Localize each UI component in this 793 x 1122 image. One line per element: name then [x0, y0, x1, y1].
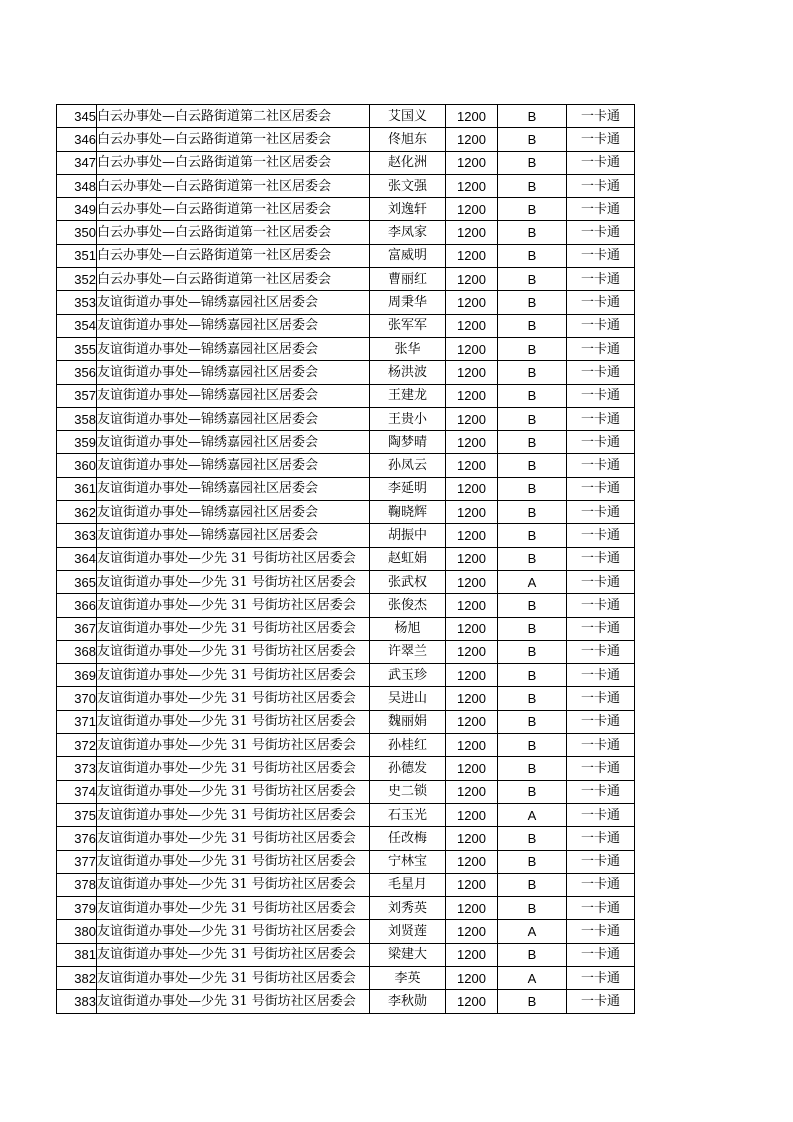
row-number-cell: 372: [57, 734, 97, 757]
amount-cell: 1200: [446, 780, 498, 803]
name-cell: 王建龙: [370, 384, 446, 407]
payment-method-cell: 一卡通: [567, 105, 635, 128]
grade-cell: B: [498, 151, 567, 174]
table-row: [57, 174, 635, 197]
name-cell: 赵虹娟: [370, 547, 446, 570]
table-row: [57, 966, 635, 989]
amount-cell: 1200: [446, 617, 498, 640]
table-row: [57, 291, 635, 314]
table-row: [57, 710, 635, 733]
amount-cell: 1200: [446, 384, 498, 407]
amount-cell: 1200: [446, 920, 498, 943]
payment-method-cell: 一卡通: [567, 966, 635, 989]
payment-method-cell: 一卡通: [567, 803, 635, 826]
unit-cell: 友谊街道办事处—锦绣嘉园社区居委会: [97, 477, 370, 500]
grade-cell: B: [498, 524, 567, 547]
amount-cell: 1200: [446, 547, 498, 570]
grade-cell: A: [498, 803, 567, 826]
amount-cell: 1200: [446, 105, 498, 128]
payment-method-cell: 一卡通: [567, 431, 635, 454]
amount-cell: 1200: [446, 477, 498, 500]
grade-cell: B: [498, 780, 567, 803]
table-row: [57, 105, 635, 128]
row-number-cell: 376: [57, 827, 97, 850]
table-row: [57, 920, 635, 943]
table-row: [57, 547, 635, 570]
payment-method-cell: 一卡通: [567, 198, 635, 221]
table-row: [57, 617, 635, 640]
unit-cell: 友谊街道办事处—少先 31 号街坊社区居委会: [97, 734, 370, 757]
row-number-cell: 359: [57, 431, 97, 454]
payment-method-cell: 一卡通: [567, 314, 635, 337]
name-cell: 刘逸轩: [370, 198, 446, 221]
grade-cell: B: [498, 943, 567, 966]
name-cell: 张武权: [370, 570, 446, 593]
amount-cell: 1200: [446, 594, 498, 617]
grade-cell: B: [498, 990, 567, 1013]
payment-method-cell: 一卡通: [567, 477, 635, 500]
payment-method-cell: 一卡通: [567, 361, 635, 384]
row-number-cell: 358: [57, 407, 97, 430]
payment-method-cell: 一卡通: [567, 407, 635, 430]
grade-cell: B: [498, 244, 567, 267]
grade-cell: B: [498, 501, 567, 524]
unit-cell: 友谊街道办事处—少先 31 号街坊社区居委会: [97, 873, 370, 896]
payment-method-cell: 一卡通: [567, 501, 635, 524]
row-number-cell: 364: [57, 547, 97, 570]
row-number-cell: 355: [57, 337, 97, 360]
unit-cell: 友谊街道办事处—少先 31 号街坊社区居委会: [97, 570, 370, 593]
name-cell: 许翠兰: [370, 640, 446, 663]
name-cell: 魏丽娟: [370, 710, 446, 733]
unit-cell: 白云办事处—白云路街道第一社区居委会: [97, 128, 370, 151]
amount-cell: 1200: [446, 431, 498, 454]
amount-cell: 1200: [446, 244, 498, 267]
table-row: [57, 990, 635, 1013]
row-number-cell: 371: [57, 710, 97, 733]
payment-method-cell: 一卡通: [567, 943, 635, 966]
name-cell: 胡振中: [370, 524, 446, 547]
amount-cell: 1200: [446, 454, 498, 477]
row-number-cell: 375: [57, 803, 97, 826]
name-cell: 曹丽红: [370, 268, 446, 291]
unit-cell: 友谊街道办事处—少先 31 号街坊社区居委会: [97, 687, 370, 710]
row-number-cell: 381: [57, 943, 97, 966]
table-row: [57, 477, 635, 500]
payment-method-cell: 一卡通: [567, 151, 635, 174]
amount-cell: 1200: [446, 757, 498, 780]
name-cell: 吴进山: [370, 687, 446, 710]
grade-cell: B: [498, 221, 567, 244]
table-row: [57, 827, 635, 850]
grade-cell: B: [498, 431, 567, 454]
table-row: [57, 454, 635, 477]
row-number-cell: 345: [57, 105, 97, 128]
amount-cell: 1200: [446, 151, 498, 174]
amount-cell: 1200: [446, 734, 498, 757]
grade-cell: B: [498, 174, 567, 197]
table-row: [57, 640, 635, 663]
name-cell: 张文强: [370, 174, 446, 197]
unit-cell: 友谊街道办事处—锦绣嘉园社区居委会: [97, 384, 370, 407]
unit-cell: 白云办事处—白云路街道第一社区居委会: [97, 174, 370, 197]
row-number-cell: 366: [57, 594, 97, 617]
payment-method-cell: 一卡通: [567, 640, 635, 663]
table-row: [57, 314, 635, 337]
name-cell: 孙德发: [370, 757, 446, 780]
table-row: [57, 431, 635, 454]
grade-cell: B: [498, 128, 567, 151]
row-number-cell: 382: [57, 966, 97, 989]
row-number-cell: 377: [57, 850, 97, 873]
unit-cell: 友谊街道办事处—锦绣嘉园社区居委会: [97, 337, 370, 360]
unit-cell: 友谊街道办事处—少先 31 号街坊社区居委会: [97, 757, 370, 780]
unit-cell: 友谊街道办事处—锦绣嘉园社区居委会: [97, 291, 370, 314]
grade-cell: B: [498, 594, 567, 617]
table-row: [57, 407, 635, 430]
row-number-cell: 351: [57, 244, 97, 267]
row-number-cell: 356: [57, 361, 97, 384]
name-cell: 孙凤云: [370, 454, 446, 477]
amount-cell: 1200: [446, 128, 498, 151]
grade-cell: A: [498, 966, 567, 989]
row-number-cell: 378: [57, 873, 97, 896]
row-number-cell: 349: [57, 198, 97, 221]
name-cell: 富威明: [370, 244, 446, 267]
grade-cell: B: [498, 873, 567, 896]
unit-cell: 白云办事处—白云路街道第一社区居委会: [97, 268, 370, 291]
payment-method-cell: 一卡通: [567, 244, 635, 267]
payment-method-cell: 一卡通: [567, 221, 635, 244]
amount-cell: 1200: [446, 221, 498, 244]
table-row: [57, 873, 635, 896]
grade-cell: B: [498, 897, 567, 920]
payment-method-cell: 一卡通: [567, 664, 635, 687]
name-cell: 王贵小: [370, 407, 446, 430]
grade-cell: B: [498, 664, 567, 687]
payment-method-cell: 一卡通: [567, 617, 635, 640]
name-cell: 艾国义: [370, 105, 446, 128]
unit-cell: 友谊街道办事处—少先 31 号街坊社区居委会: [97, 966, 370, 989]
unit-cell: 友谊街道办事处—少先 31 号街坊社区居委会: [97, 943, 370, 966]
grade-cell: B: [498, 198, 567, 221]
table-row: [57, 664, 635, 687]
amount-cell: 1200: [446, 873, 498, 896]
row-number-cell: 379: [57, 897, 97, 920]
amount-cell: 1200: [446, 827, 498, 850]
table-row: [57, 268, 635, 291]
unit-cell: 友谊街道办事处—锦绣嘉园社区居委会: [97, 501, 370, 524]
unit-cell: 友谊街道办事处—少先 31 号街坊社区居委会: [97, 617, 370, 640]
unit-cell: 白云办事处—白云路街道第二社区居委会: [97, 105, 370, 128]
amount-cell: 1200: [446, 361, 498, 384]
unit-cell: 白云办事处—白云路街道第一社区居委会: [97, 198, 370, 221]
row-number-cell: 369: [57, 664, 97, 687]
grade-cell: B: [498, 454, 567, 477]
row-number-cell: 380: [57, 920, 97, 943]
unit-cell: 友谊街道办事处—锦绣嘉园社区居委会: [97, 314, 370, 337]
grade-cell: A: [498, 920, 567, 943]
grade-cell: A: [498, 570, 567, 593]
name-cell: 刘秀英: [370, 897, 446, 920]
table-row: [57, 501, 635, 524]
name-cell: 张军军: [370, 314, 446, 337]
name-cell: 鞠晓辉: [370, 501, 446, 524]
row-number-cell: 365: [57, 570, 97, 593]
row-number-cell: 352: [57, 268, 97, 291]
name-cell: 刘贤莲: [370, 920, 446, 943]
grade-cell: B: [498, 337, 567, 360]
payment-method-cell: 一卡通: [567, 547, 635, 570]
payment-method-cell: 一卡通: [567, 990, 635, 1013]
name-cell: 周秉华: [370, 291, 446, 314]
table-row: [57, 384, 635, 407]
payment-method-cell: 一卡通: [567, 710, 635, 733]
roster-table: [56, 104, 635, 1014]
grade-cell: B: [498, 850, 567, 873]
unit-cell: 友谊街道办事处—少先 31 号街坊社区居委会: [97, 664, 370, 687]
name-cell: 李延明: [370, 477, 446, 500]
amount-cell: 1200: [446, 291, 498, 314]
unit-cell: 友谊街道办事处—少先 31 号街坊社区居委会: [97, 897, 370, 920]
table-row: [57, 897, 635, 920]
row-number-cell: 370: [57, 687, 97, 710]
name-cell: 孙桂红: [370, 734, 446, 757]
table-row: [57, 734, 635, 757]
amount-cell: 1200: [446, 710, 498, 733]
payment-method-cell: 一卡通: [567, 757, 635, 780]
amount-cell: 1200: [446, 268, 498, 291]
name-cell: 武玉珍: [370, 664, 446, 687]
unit-cell: 友谊街道办事处—锦绣嘉园社区居委会: [97, 454, 370, 477]
table-row: [57, 524, 635, 547]
amount-cell: 1200: [446, 174, 498, 197]
grade-cell: B: [498, 477, 567, 500]
payment-method-cell: 一卡通: [567, 780, 635, 803]
payment-method-cell: 一卡通: [567, 594, 635, 617]
name-cell: 任改梅: [370, 827, 446, 850]
payment-method-cell: 一卡通: [567, 174, 635, 197]
name-cell: 宁林宝: [370, 850, 446, 873]
grade-cell: B: [498, 617, 567, 640]
unit-cell: 友谊街道办事处—少先 31 号街坊社区居委会: [97, 990, 370, 1013]
amount-cell: 1200: [446, 337, 498, 360]
grade-cell: B: [498, 710, 567, 733]
unit-cell: 友谊街道办事处—锦绣嘉园社区居委会: [97, 407, 370, 430]
table-row: [57, 221, 635, 244]
unit-cell: 友谊街道办事处—少先 31 号街坊社区居委会: [97, 547, 370, 570]
grade-cell: B: [498, 105, 567, 128]
payment-method-cell: 一卡通: [567, 337, 635, 360]
name-cell: 李秋勋: [370, 990, 446, 1013]
amount-cell: 1200: [446, 687, 498, 710]
name-cell: 张华: [370, 337, 446, 360]
roster-table-body: [57, 105, 635, 1014]
grade-cell: B: [498, 734, 567, 757]
table-row: [57, 594, 635, 617]
payment-method-cell: 一卡通: [567, 687, 635, 710]
grade-cell: B: [498, 361, 567, 384]
unit-cell: 友谊街道办事处—少先 31 号街坊社区居委会: [97, 594, 370, 617]
amount-cell: 1200: [446, 198, 498, 221]
name-cell: 史二锁: [370, 780, 446, 803]
payment-method-cell: 一卡通: [567, 454, 635, 477]
unit-cell: 友谊街道办事处—少先 31 号街坊社区居委会: [97, 803, 370, 826]
grade-cell: B: [498, 314, 567, 337]
row-number-cell: 368: [57, 640, 97, 663]
grade-cell: B: [498, 757, 567, 780]
unit-cell: 友谊街道办事处—少先 31 号街坊社区居委会: [97, 827, 370, 850]
table-row: [57, 687, 635, 710]
table-row: [57, 850, 635, 873]
payment-method-cell: 一卡通: [567, 850, 635, 873]
amount-cell: 1200: [446, 314, 498, 337]
name-cell: 毛星月: [370, 873, 446, 896]
unit-cell: 友谊街道办事处—锦绣嘉园社区居委会: [97, 524, 370, 547]
grade-cell: B: [498, 384, 567, 407]
row-number-cell: 361: [57, 477, 97, 500]
amount-cell: 1200: [446, 524, 498, 547]
table-row: [57, 198, 635, 221]
unit-cell: 友谊街道办事处—锦绣嘉园社区居委会: [97, 361, 370, 384]
table-row: [57, 361, 635, 384]
table-row: [57, 151, 635, 174]
name-cell: 石玉光: [370, 803, 446, 826]
name-cell: 赵化洲: [370, 151, 446, 174]
grade-cell: B: [498, 827, 567, 850]
row-number-cell: 367: [57, 617, 97, 640]
row-number-cell: 373: [57, 757, 97, 780]
row-number-cell: 362: [57, 501, 97, 524]
row-number-cell: 357: [57, 384, 97, 407]
row-number-cell: 347: [57, 151, 97, 174]
row-number-cell: 383: [57, 990, 97, 1013]
grade-cell: B: [498, 547, 567, 570]
unit-cell: 白云办事处—白云路街道第一社区居委会: [97, 244, 370, 267]
name-cell: 杨洪波: [370, 361, 446, 384]
name-cell: 梁建大: [370, 943, 446, 966]
unit-cell: 友谊街道办事处—少先 31 号街坊社区居委会: [97, 710, 370, 733]
amount-cell: 1200: [446, 664, 498, 687]
payment-method-cell: 一卡通: [567, 920, 635, 943]
unit-cell: 友谊街道办事处—少先 31 号街坊社区居委会: [97, 920, 370, 943]
row-number-cell: 353: [57, 291, 97, 314]
amount-cell: 1200: [446, 990, 498, 1013]
grade-cell: B: [498, 640, 567, 663]
row-number-cell: 374: [57, 780, 97, 803]
row-number-cell: 363: [57, 524, 97, 547]
row-number-cell: 360: [57, 454, 97, 477]
grade-cell: B: [498, 687, 567, 710]
row-number-cell: 348: [57, 174, 97, 197]
payment-method-cell: 一卡通: [567, 827, 635, 850]
amount-cell: 1200: [446, 943, 498, 966]
payment-method-cell: 一卡通: [567, 268, 635, 291]
name-cell: 李凤家: [370, 221, 446, 244]
amount-cell: 1200: [446, 501, 498, 524]
grade-cell: B: [498, 291, 567, 314]
payment-method-cell: 一卡通: [567, 291, 635, 314]
payment-method-cell: 一卡通: [567, 734, 635, 757]
name-cell: 佟旭东: [370, 128, 446, 151]
amount-cell: 1200: [446, 850, 498, 873]
row-number-cell: 354: [57, 314, 97, 337]
amount-cell: 1200: [446, 897, 498, 920]
table-row: [57, 244, 635, 267]
payment-method-cell: 一卡通: [567, 897, 635, 920]
payment-method-cell: 一卡通: [567, 524, 635, 547]
amount-cell: 1200: [446, 803, 498, 826]
table-row: [57, 780, 635, 803]
unit-cell: 友谊街道办事处—少先 31 号街坊社区居委会: [97, 640, 370, 663]
amount-cell: 1200: [446, 407, 498, 430]
unit-cell: 白云办事处—白云路街道第一社区居委会: [97, 151, 370, 174]
table-row: [57, 757, 635, 780]
unit-cell: 友谊街道办事处—少先 31 号街坊社区居委会: [97, 780, 370, 803]
unit-cell: 白云办事处—白云路街道第一社区居委会: [97, 221, 370, 244]
payment-method-cell: 一卡通: [567, 570, 635, 593]
amount-cell: 1200: [446, 966, 498, 989]
amount-cell: 1200: [446, 570, 498, 593]
grade-cell: B: [498, 407, 567, 430]
table-row: [57, 128, 635, 151]
table-row: [57, 337, 635, 360]
payment-method-cell: 一卡通: [567, 384, 635, 407]
payment-method-cell: 一卡通: [567, 873, 635, 896]
grade-cell: B: [498, 268, 567, 291]
table-row: [57, 943, 635, 966]
name-cell: 李英: [370, 966, 446, 989]
unit-cell: 友谊街道办事处—少先 31 号街坊社区居委会: [97, 850, 370, 873]
name-cell: 张俊杰: [370, 594, 446, 617]
row-number-cell: 350: [57, 221, 97, 244]
row-number-cell: 346: [57, 128, 97, 151]
table-row: [57, 803, 635, 826]
name-cell: 陶梦晴: [370, 431, 446, 454]
payment-method-cell: 一卡通: [567, 128, 635, 151]
unit-cell: 友谊街道办事处—锦绣嘉园社区居委会: [97, 431, 370, 454]
name-cell: 杨旭: [370, 617, 446, 640]
table-row: [57, 570, 635, 593]
amount-cell: 1200: [446, 640, 498, 663]
